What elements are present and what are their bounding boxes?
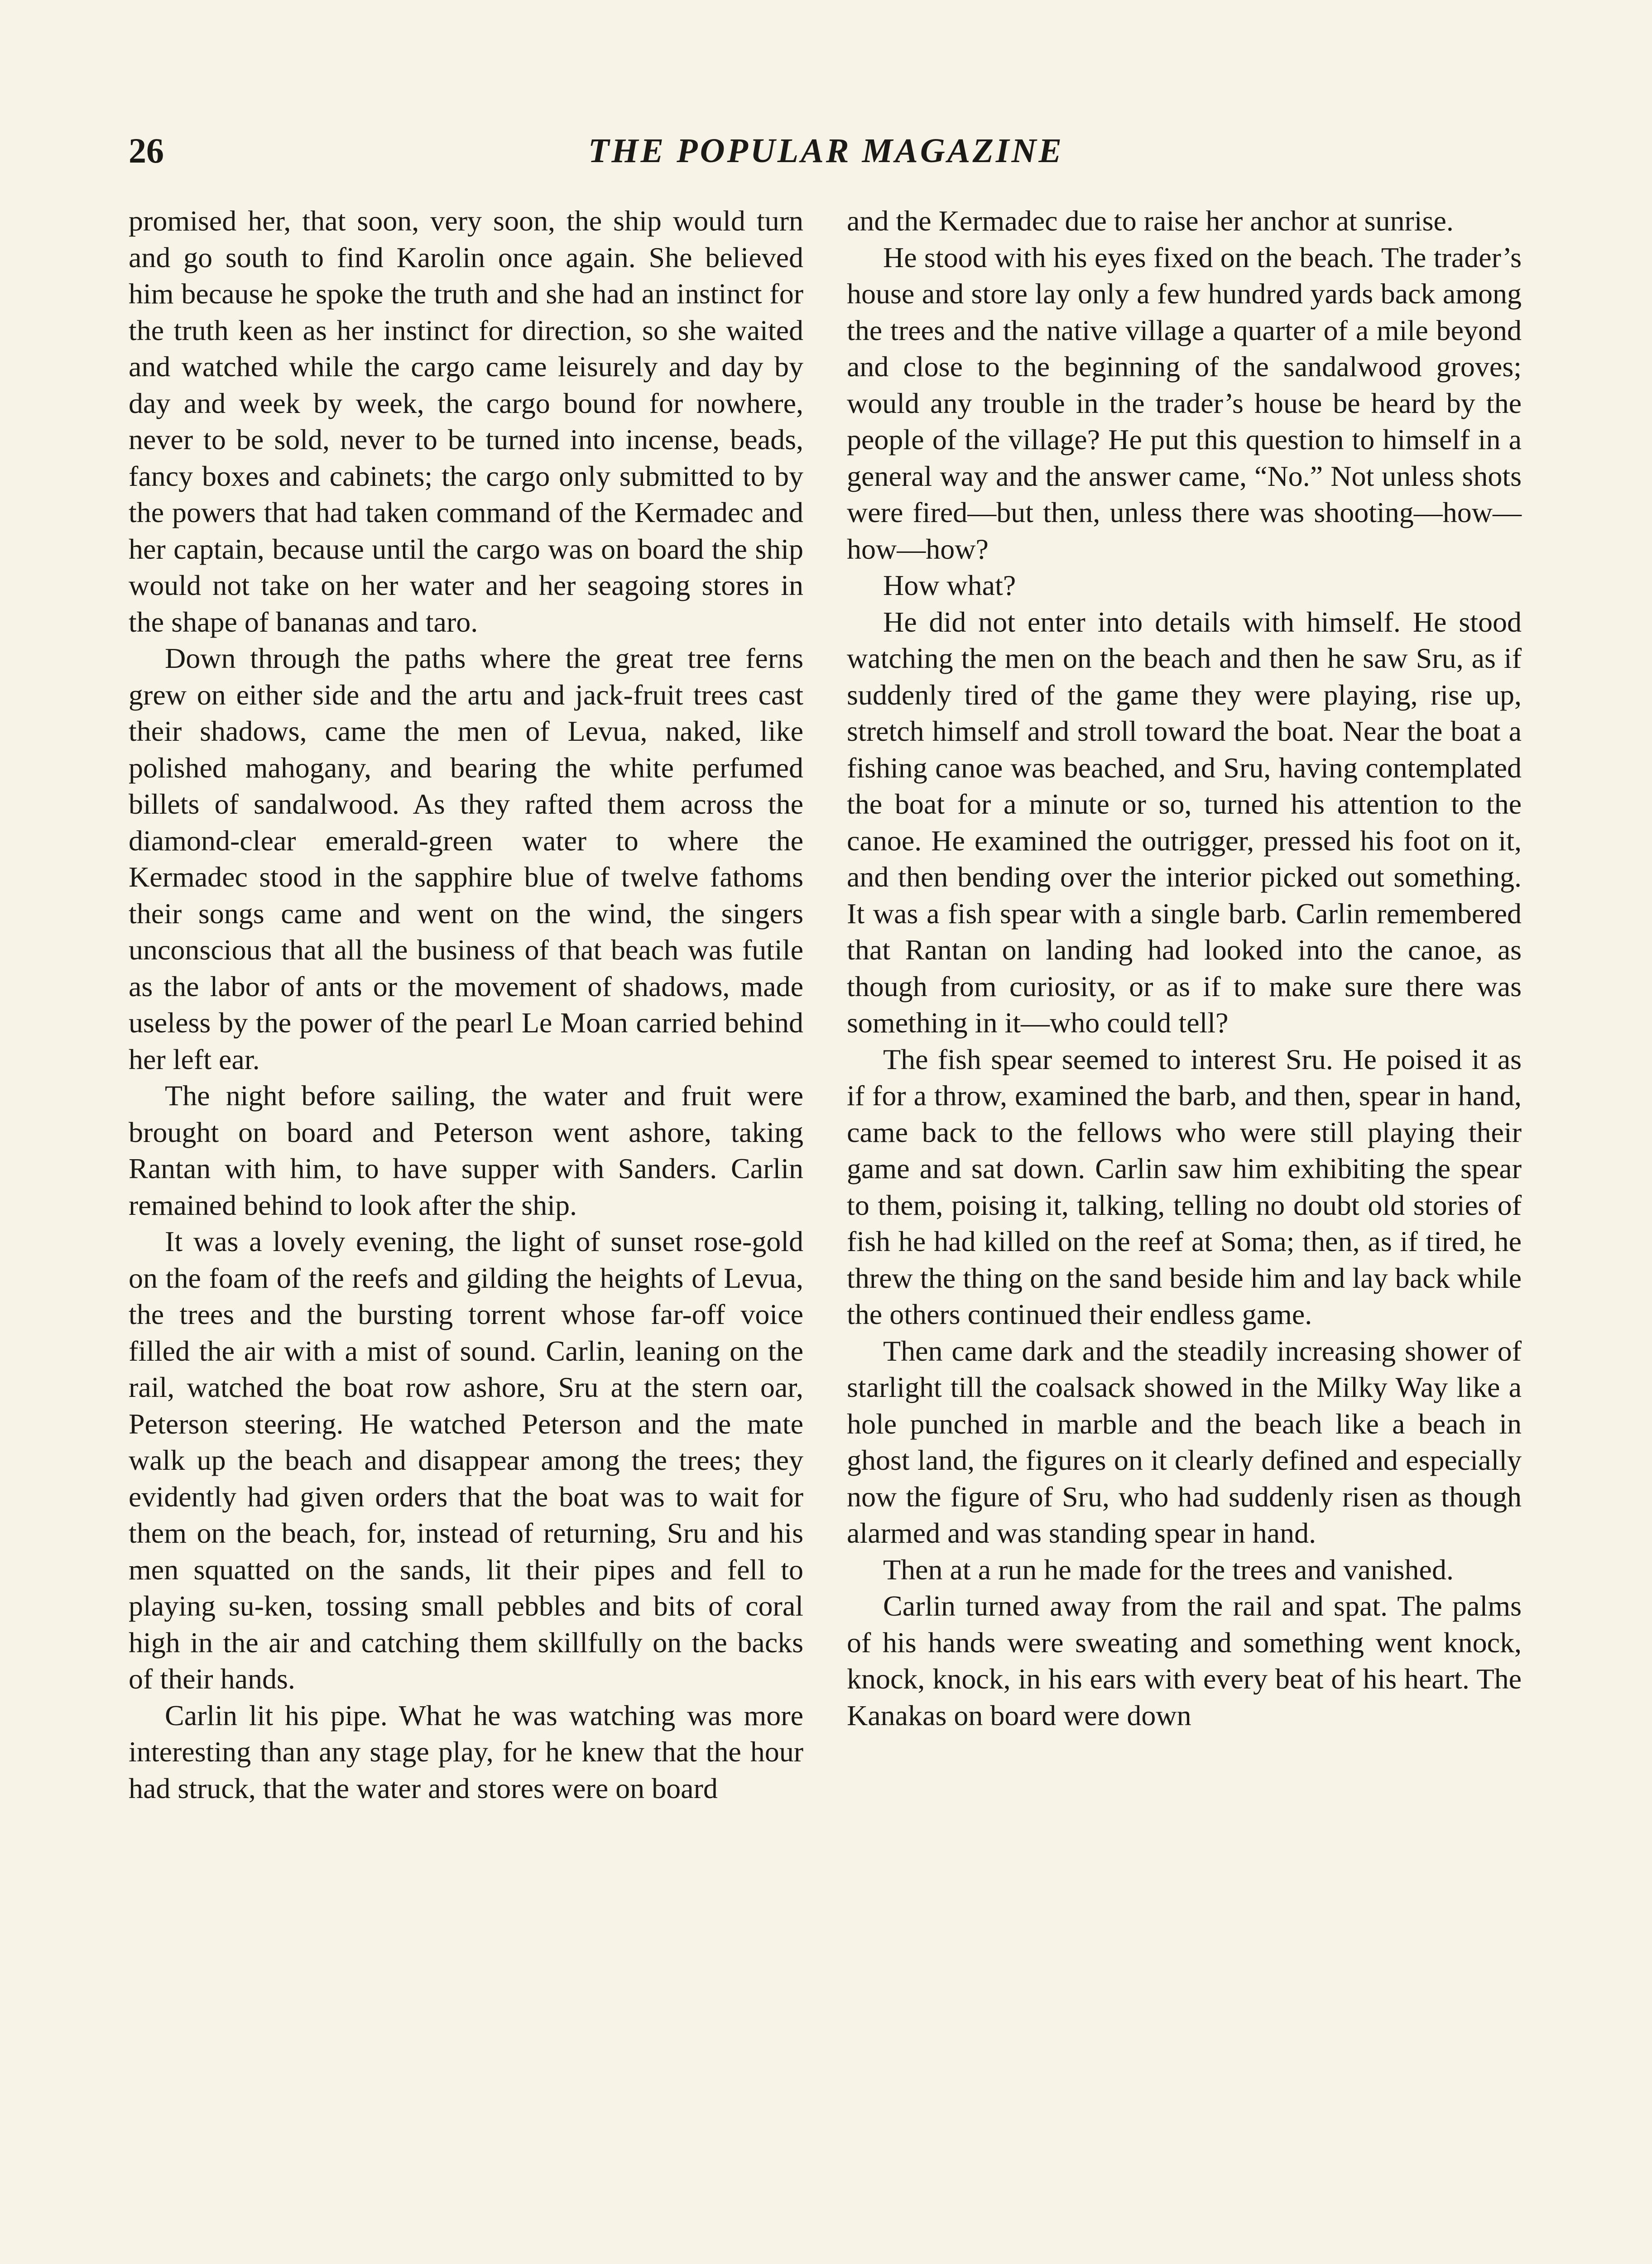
page-number: 26 [129,131,164,170]
paragraph: Down through the paths where the great tree ferns grew on either side and the artu and jack-fruit trees cast their shadows, came the men of Levua, naked, like polished mahogany, and bearing the white perfumed billets of sandalwood. As they rafted them across the diamond-clear emerald-green water to where the Kermadec stood in the sapphire blue of twelve fathoms their songs came and went on the wind, the singers unconscious that all the business of that beach was futile as the labor of ants or the movement of shadows, made useless by the power of the pearl Le Moan carried behind her left ear. [129,642,803,1075]
paragraph: It was a lovely evening, the light of sunset rose-gold on the foam of the reefs and gilding the heights of Levua, the trees and the bursting torrent whose far-off voice filled the air with a mist of sound. Carlin, leaning on the rail, watched the boat row ashore, Sru at the stern oar, Peterson steering. He watched Peterson and the mate walk up the beach and disappear among the trees; they evidently had given orders that the boat was to wait for them on the beach, for, instead of returning, Sru and his men squatted on the sands, lit their pipes and fell to playing su-ken, tossing small pebbles and bits of coral high in the air and catching them skillfully on the backs of their hands. [129,1225,803,1695]
paragraph: He stood with his eyes fixed on the beach. The trader’s house and store lay only a few hundred yards back among the trees and the native village a quarter of a mile beyond and close to the beginning of the sandalwood groves; would any trouble in the trader’s house be heard by the people of the village? He put this question to himself in a general way and the answer came, “No.” Not unless shots were fired—but then, unless there was shooting—how—how—how? [847,241,1522,565]
paragraph: Carlin lit his pipe. What he was watching was more interesting than any stage play, for he knew that the hour had struck, that the water and stores were on board [129,1699,803,1804]
running-title: THE POPULAR MAGAZINE [588,132,1064,170]
right-column [847,203,1522,1734]
paragraph: The night before sailing, the water and fruit were brought on board and Peterson went ashore, taking Rantan with him, to have supper with Sanders. Carlin remained behind to look after the ship. [129,1079,803,1221]
page-header [129,126,1523,180]
left-column [129,203,803,1807]
paragraph: He did not enter into details with himself. He stood watching the men on the beach and then he saw Sru, as if suddenly tired of the game they were playing, rise up, stretch himself and stroll toward the boat. Near the boat a fishing canoe was beached, and Sru, having contemplated the boat for a minute or so, turned his attention to the canoe. He examined the outrigger, pressed his foot on it, and then bending over the interior picked out something. It was a fish spear with a single barb. Carlin remembered that Rantan on landing had looked into the canoe, as though from curiosity, or as if to make sure there was something in it—who could tell? [847,605,1522,1039]
paragraph: and the Kermadec due to raise her anchor at sunrise. [847,205,1454,237]
paragraph: Carlin turned away from the rail and spat. The palms of his hands were sweating and something went knock, knock, knock, in his ears with every beat of his heart. The Kanakas on board were down [847,1590,1522,1732]
paragraph: promised her, that soon, very soon, the ship would turn and go south to find Karolin once again. She believed him because he spoke the truth and she had an instinct for the truth keen as her instinct for direction, so she waited and watched while the cargo came leisurely and day by day and week by week, the cargo bound for nowhere, never to be sold, never to be turned into incense, beads, fancy boxes and cabinets; the cargo only submitted to by the powers that had taken command of the Kermadec and her captain, because until the cargo was on board the ship would not take on her water and her seagoing stores in the shape of bananas and taro. [129,205,803,638]
paragraph: How what? [883,569,1016,601]
paragraph: Then came dark and the steadily increasing shower of starlight till the coalsack showed in the Milky Way like a hole punched in marble and the beach like a beach in ghost land, the figures on it clearly defined and especially now the figure of Sru, who had suddenly risen as though alarmed and was standing spear in hand. [847,1334,1522,1549]
paragraph: Then at a run he made for the trees and vanished. [883,1553,1454,1586]
paragraph: The fish spear seemed to interest Sru. He poised it as if for a throw, examined the barb, and then, spear in hand, came back to the fellows who were still playing their game and sat down. Carlin saw him exhibiting the spear to them, poising it, talking, telling no doubt old stories of fish he had killed on the reef at Soma; then, as if tired, he threw the thing on the sand beside him and lay back while the others continued their endless game. [847,1043,1522,1330]
